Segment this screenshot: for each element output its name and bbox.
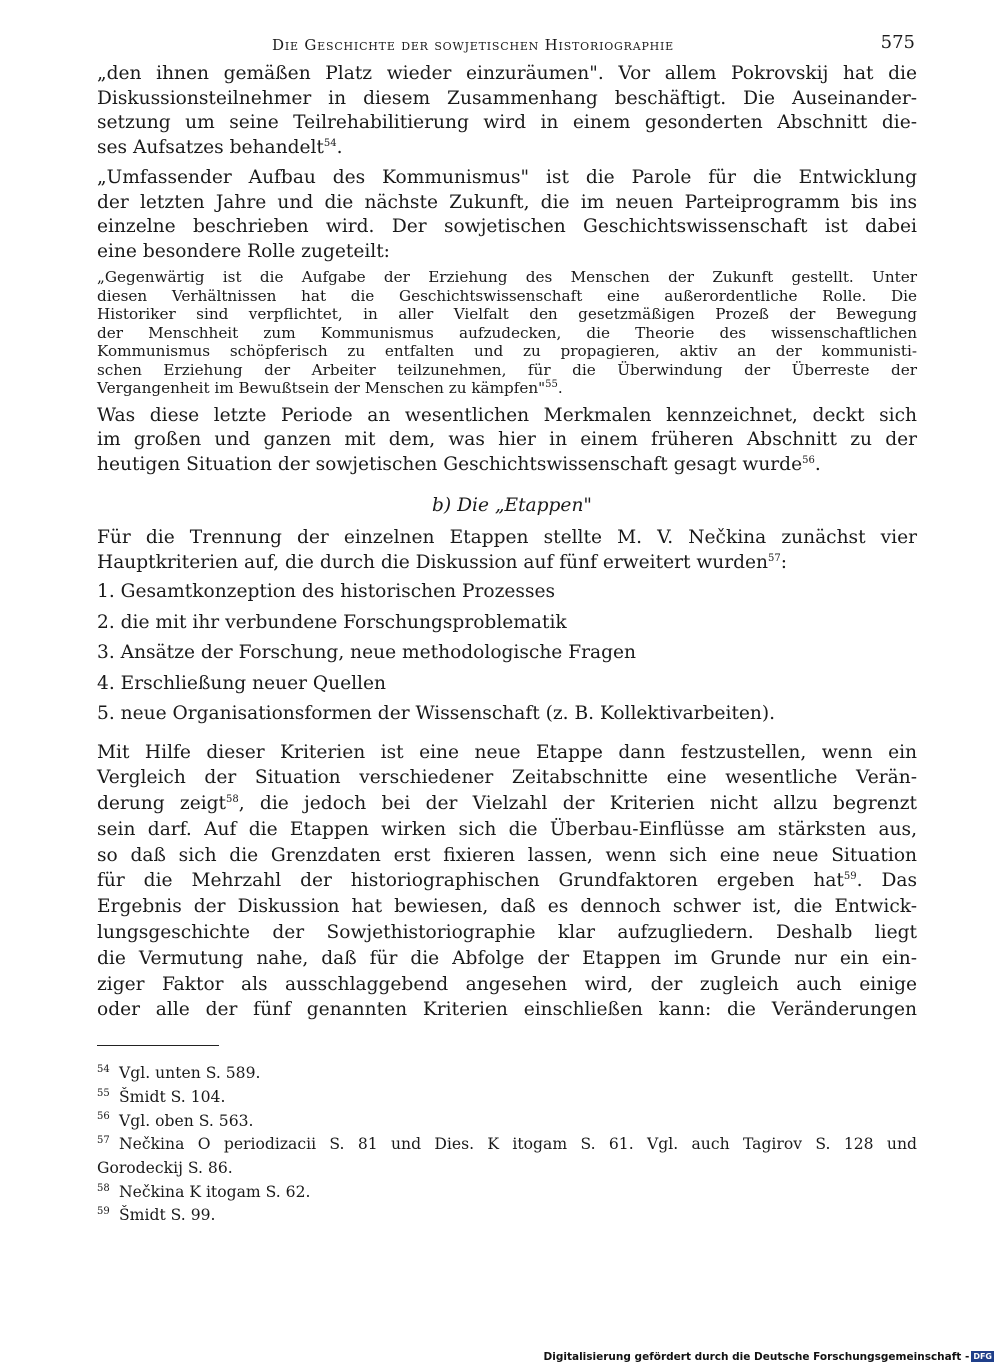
list-item: 2. die mit ihr verbundene Forschungsproblematik <box>97 611 567 633</box>
footnote-ref: 57 <box>768 552 781 564</box>
text-line: Diskussionsteilnehmer in diesem Zusammenhang beschäftigt. Die Auseinander- <box>97 87 917 109</box>
text-line: im großen und ganzen mit dem, was hier in einem früheren Abschnitt zu der <box>97 429 917 450</box>
footnote-ref: 56 <box>802 454 815 466</box>
paragraph-4 <box>97 526 917 575</box>
footnote-ref: 55 <box>545 378 558 390</box>
block-quote <box>97 268 917 398</box>
footnotes <box>97 1062 917 1228</box>
criteria-list <box>97 577 917 730</box>
footnote-ref: 58 <box>226 793 239 805</box>
footnote: 55 Šmidt S. 104. <box>97 1087 226 1106</box>
digitization-credit: Digitalisierung gefördert durch die Deutsche Forschungsgemeinschaft - DFG <box>543 1351 992 1363</box>
running-header <box>97 30 917 60</box>
dfg-logo: DFG <box>973 1352 992 1361</box>
section-heading: b) Die „Etappen" <box>432 495 592 516</box>
text-line: Mit Hilfe dieser Kriterien ist eine neue Etappe dann festzustellen, wenn ein <box>97 741 917 763</box>
footnote: 59 Šmidt S. 99. <box>97 1206 216 1225</box>
document-page <box>97 30 917 1228</box>
paragraph-3 <box>97 404 917 478</box>
text-line: lungsgeschichte der Sowjethistoriographie klar aufzugliedern. Deshalb liegt <box>97 922 917 944</box>
quote-line: Kommunismus schöpferisch zu entfalten und zu propagieren, aktiv an der kommunisti- <box>97 342 917 360</box>
text-line: einzelne beschrieben wird. Der sowjetischen Geschichtswissenschaft ist dabei <box>97 216 917 237</box>
text-line: Ergebnis der Diskussion hat bewiesen, daß es dennoch schwer ist, die Entwick- <box>97 896 917 918</box>
quote-line: Historiker sind verpflichtet, in aller Vielfalt den gesetzmäßigen Prozeß der Bewegung <box>97 305 917 323</box>
text-line: Vergleich der Situation verschiedener Zeitabschnitte eine wesentliche Verän- <box>97 767 917 789</box>
page-number: 575 <box>880 32 915 53</box>
text-line: derung zeigt$^{58}$, die jedoch bei der Vielzahl der Kriterien nicht allzu begrenzt <box>97 793 918 815</box>
paragraph-2 <box>97 166 917 264</box>
list-item: 3. Ansätze der Forschung, neue methodologische Fragen <box>97 642 636 663</box>
text-line: setzung um seine Teilrehabilitierung wird in einem gesonderten Abschnitt die- <box>97 112 917 133</box>
list-item: 1. Gesamtkonzeption des historischen Prozesses <box>97 581 556 602</box>
text-line: der letzten Jahre und die nächste Zukunft, die im neuen Parteiprogramm bis ins <box>97 191 917 213</box>
list-item: 5. neue Organisationsformen der Wissenschaft (z. B. Kollektivarbeiten). <box>97 703 776 724</box>
text-line: oder alle der fünf genannten Kriterien einschließen kann: die Veränderungen <box>97 999 917 1021</box>
footnote-ref: 59 <box>843 871 857 883</box>
quote-line: „Gegenwärtig ist die Aufgabe der Erziehung des Menschen der Zukunft gestellt. Unter <box>97 268 917 286</box>
quote-line: der Menschheit zum Kommunismus aufzudecken, die Theorie des wissenschaftlichen <box>97 323 917 342</box>
quote-line: schen Erziehung der Arbeiter teilzunehmen, für die Überwindung der Überreste der <box>97 360 917 379</box>
quote-line: diesen Verhältnissen hat die Geschichtswissenschaft eine außerordentliche Rolle. Die <box>97 286 917 305</box>
text-line: Für die Trennung der einzelnen Etappen stellte M. V. Nečkina zunächst vier <box>97 527 917 548</box>
text-line: „Umfassender Aufbau des Kommunismus" ist die Parole für die Entwicklung <box>97 167 917 188</box>
text-line: so daß sich die Grenzdaten erst fixieren lassen, wenn sich eine neue Situation <box>97 844 917 866</box>
text-line: heutigen Situation der sowjetischen Geschichtswissenschaft gesagt wurde$^{56}$. <box>97 453 821 475</box>
running-title: Die Geschichte der sowjetischen Historiographie <box>272 36 675 54</box>
footnote-ref: 54 <box>323 137 337 149</box>
footnote: 58 Nečkina K itogam S. 62. <box>97 1182 311 1201</box>
text-line: „den ihnen gemäßen Platz wieder einzuräumen". Vor allem Pokrovskij hat die <box>97 63 917 84</box>
list-item: 4. Erschließung neuer Quellen <box>97 672 386 694</box>
text-line: sein darf. Auf die Etappen wirken sich die Überbau-Einflüsse am stärksten aus, <box>97 818 917 840</box>
text-line: eine besondere Rolle zugeteilt: <box>97 240 390 262</box>
text-line: ses Aufsatzes behandelt$^{54}$. <box>97 136 343 158</box>
text-line: Was diese letzte Periode an wesentlichen Merkmalen kennzeichnet, deckt sich <box>97 404 917 426</box>
text-line: die Vermutung nahe, daß für die Abfolge der Etappen im Grunde nur ein ein- <box>97 947 917 969</box>
footnote: 54 Vgl. unten S. 589. <box>97 1064 261 1083</box>
footnote-divider <box>97 1045 219 1046</box>
quote-line: Vergangenheit im Bewußtsein der Menschen zu kämpfen"$^{55}$. <box>97 378 563 397</box>
footnote: 57 Nečkina O periodizacii S. 81 und Dies. K itogam S. 61. Vgl. auch Tagirov S. 128 und Gorodeckij S. 86. <box>97 1135 917 1178</box>
text-line: ziger Faktor als ausschlaggebend angesehen wird, der zugleich auch einige <box>97 973 917 995</box>
text-line: für die Mehrzahl der historiographischen Grundfaktoren ergeben hat$^{59}$. Das <box>97 870 917 892</box>
footnote: 56 Vgl. oben S. 563. <box>97 1111 254 1130</box>
paragraph-5 <box>97 740 917 1024</box>
text-line: Hauptkriterien auf, die durch die Diskussion auf fünf erweitert wurden$^{57}$: <box>97 551 788 573</box>
paragraph-1 <box>97 62 917 160</box>
